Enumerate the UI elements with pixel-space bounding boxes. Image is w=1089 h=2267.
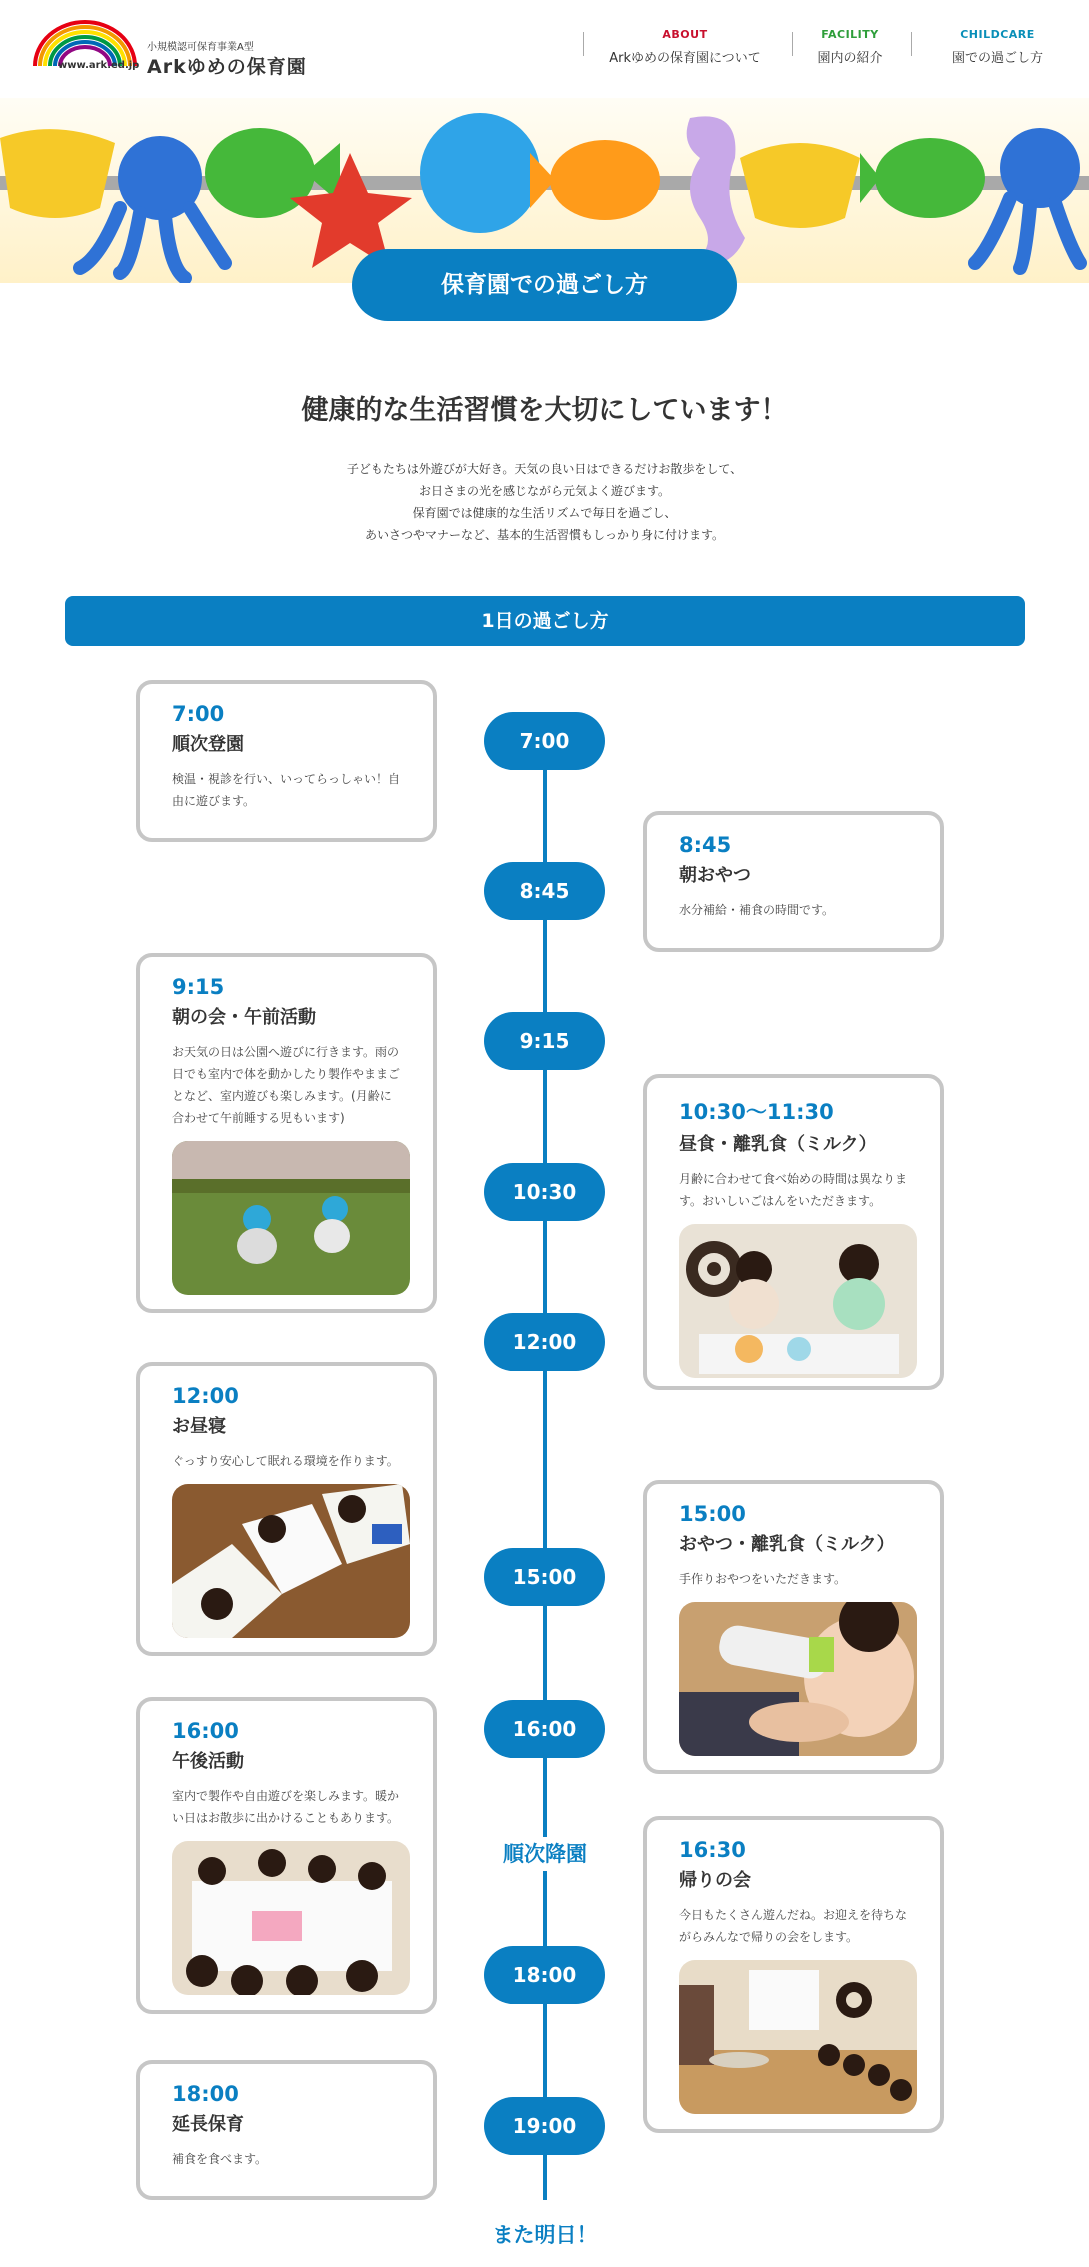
nav-facility-label: 園内の紹介 (817, 51, 883, 66)
card-description: 月齢に合わせて食べ始めの時間は異なります。おいしいごはんをいただきます。 (679, 1172, 908, 1208)
card-time: 9:15 (172, 975, 225, 999)
timeline-pill-1800: 18:00 (484, 1946, 605, 2004)
card-description: 水分補給・補食の時間です。 (679, 903, 835, 917)
lead-line: あいさつやマナーなど、基本的生活習慣もしっかり身に付けます。 (364, 528, 725, 542)
card-time: 15:00 (679, 1502, 746, 1526)
schedule-card (643, 1074, 944, 1390)
card-title: 延長保育 (172, 2114, 244, 2135)
card-title: 帰りの会 (679, 1870, 751, 1891)
lead-line: 保育園では健康的な生活リズムで毎日を過ごし、 (412, 506, 677, 520)
card-description: お天気の日は公園へ遊びに行きます。雨の日でも室内で体を動かしたり製作やままごとなど、室内遊びも楽しみます。(月齢に合わせて午前睡する児もいます) (172, 1045, 401, 1125)
nav-childcare-label: 園での過ごし方 (951, 51, 1043, 66)
lead-line: 子どもたちは外遊びが大好き。天気の良い日はできるだけお散歩をして、 (346, 462, 743, 476)
goodbye-meeting-photo (679, 1960, 917, 2114)
card-time: 16:00 (172, 1719, 239, 1743)
afternoon-activity-photo (172, 1841, 410, 1995)
nav-childcare[interactable] (925, 28, 1070, 66)
logo-url: www.ark.ed.jp (58, 60, 140, 71)
schedule-card (136, 1362, 437, 1656)
nav-facility[interactable] (805, 28, 895, 66)
schedule-card (643, 1816, 944, 2133)
card-title: お昼寝 (172, 1416, 226, 1437)
park-play-photo (172, 1141, 410, 1295)
card-time: 7:00 (172, 702, 225, 726)
nap-photo (172, 1484, 410, 1638)
nav-divider (792, 32, 793, 56)
schedule-card (136, 2060, 437, 2200)
bottle-feeding-photo (679, 1602, 917, 1756)
card-description: 検温・視診を行い、いってらっしゃい！自由に遊びます。 (172, 772, 401, 808)
card-time: 12:00 (172, 1384, 239, 1408)
card-title: 昼食・離乳食（ミルク） (679, 1134, 877, 1155)
card-title: 順次登園 (172, 734, 244, 755)
schedule-card (136, 1697, 437, 2014)
card-time: 8:45 (679, 833, 732, 857)
schedule-card (136, 953, 437, 1313)
timeline-pill-1900: 19:00 (484, 2097, 605, 2155)
card-description: 手作りおやつをいただきます。 (679, 1572, 847, 1586)
site-header (0, 0, 1089, 98)
schedule-card (643, 811, 944, 952)
card-time: 18:00 (172, 2082, 239, 2106)
card-description: ぐっすり安心して眠れる環境を作ります。 (172, 1454, 399, 1468)
card-time: 10:30〜11:30 (679, 1100, 834, 1124)
card-time: 16:30 (679, 1838, 746, 1862)
lunch-photo (679, 1224, 917, 1378)
card-title: 朝おやつ (679, 865, 751, 886)
timeline-pill-0700: 7:00 (484, 712, 605, 770)
timeline-pill-1600: 16:00 (484, 1700, 605, 1758)
card-title: 朝の会・午前活動 (172, 1007, 316, 1028)
card-description: 室内で製作や自由遊びを楽しみます。暖かい日はお散歩に出かけることもあります。 (172, 1789, 400, 1825)
lead-heading: 健康的な生活習慣を大切にしています！ (301, 395, 788, 426)
nav-about-label: Arkゆめの保育園について (609, 51, 761, 66)
nav-about[interactable] (600, 28, 770, 66)
nav-divider (911, 32, 912, 56)
timeline-pill-0915: 9:15 (484, 1012, 605, 1070)
timeline-label-departure: 順次降園 (460, 1837, 630, 1871)
lead-text (0, 458, 1089, 546)
timeline-label-see-you-tomorrow: また明日！ (460, 2218, 630, 2252)
nav-childcare-en: CHILDCARE (960, 28, 1035, 41)
timeline-pill-1500: 15:00 (484, 1548, 605, 1606)
card-description: 今日もたくさん遊んだね。お迎えを待ちながらみんなで帰りの会をします。 (679, 1908, 908, 1944)
logo-name: Arkゆめの保育園 (147, 56, 307, 78)
page-title: 保育園での過ごし方 (352, 249, 737, 321)
card-description: 補食を食べます。 (172, 2152, 268, 2166)
schedule-card (136, 680, 437, 842)
logo-subtitle: 小規模認可保育事業A型 (147, 42, 254, 53)
section-title-daily-schedule: 1日の過ごし方 (65, 596, 1025, 646)
schedule-card (643, 1480, 944, 1774)
card-title: おやつ・離乳食（ミルク） (679, 1534, 895, 1555)
timeline-pill-0845: 8:45 (484, 862, 605, 920)
nav-about-en: ABOUT (662, 28, 708, 41)
nav-divider (583, 32, 584, 56)
lead-line: お日さまの光を感じながら元気よく遊びます。 (418, 484, 671, 498)
timeline-pill-1030: 10:30 (484, 1163, 605, 1221)
timeline-pill-1200: 12:00 (484, 1313, 605, 1371)
card-title: 午後活動 (172, 1751, 244, 1772)
nav-facility-en: FACILITY (821, 28, 879, 41)
